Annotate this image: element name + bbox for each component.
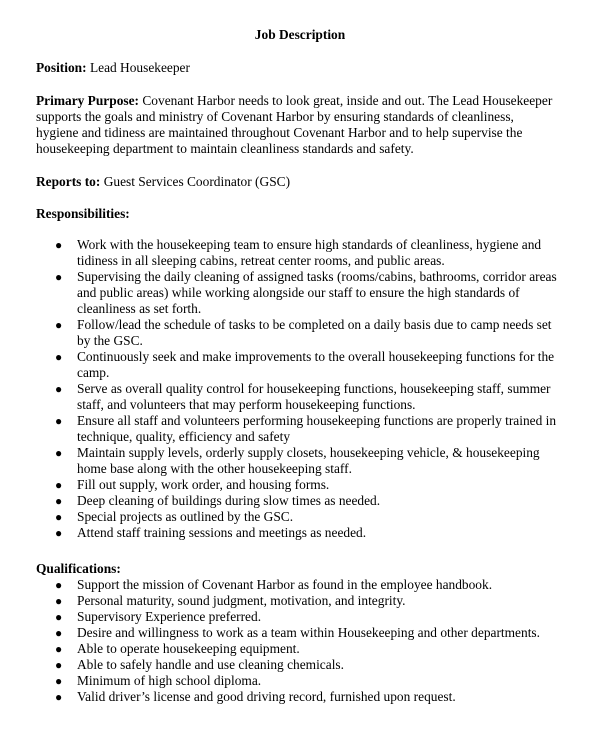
bullet-icon: ● <box>55 674 63 688</box>
responsibilities-list-container <box>36 237 566 541</box>
qualification-text: Able to safely handle and use cleaning chemicals. <box>77 657 344 672</box>
bullet-icon: ● <box>55 626 63 640</box>
bullet-icon: ● <box>55 382 63 396</box>
responsibility-item <box>36 381 566 413</box>
responsibility-text-line: Deep cleaning of buildings during slow times as needed. <box>77 493 381 508</box>
bullet-icon: ● <box>55 610 63 624</box>
primary-purpose-line-3: hygiene and tidiness are maintained throughout Covenant Harbor and to help supervise the <box>36 125 523 140</box>
responsibility-item <box>36 269 566 317</box>
qualification-item <box>36 657 566 673</box>
qualification-text: Minimum of high school diploma. <box>77 673 262 688</box>
responsibility-text-line: by the GSC. <box>77 333 143 348</box>
responsibility-text-line: and public areas) while working alongside our staff to ensure the high standards of <box>77 285 520 300</box>
qualification-item <box>36 673 566 689</box>
responsibility-text-line: Supervising the daily cleaning of assigned tasks (rooms/cabins, bathrooms, corridor areas <box>77 269 557 284</box>
responsibility-text-line: Ensure all staff and volunteers performing housekeeping functions are properly trained in <box>77 413 557 428</box>
bullet-icon: ● <box>55 446 63 460</box>
primary-purpose-line-2: supports the goals and ministry of Covenant Harbor by ensuring standards of cleanliness, <box>36 109 514 124</box>
bullet-icon: ● <box>55 414 63 428</box>
reports-to-label: Reports to: <box>36 174 101 189</box>
bullet-icon: ● <box>55 350 63 364</box>
bullet-icon: ● <box>55 642 63 656</box>
responsibility-text-line: camp. <box>77 365 110 380</box>
responsibility-item <box>36 493 566 509</box>
bullet-icon: ● <box>55 578 63 592</box>
responsibility-item <box>36 509 566 525</box>
primary-purpose-paragraph <box>36 93 566 157</box>
qualifications-list <box>36 577 566 705</box>
qualification-text: Desire and willingness to work as a team within Housekeeping and other departments. <box>77 625 540 640</box>
responsibility-text-line: cleanliness as set forth. <box>77 301 202 316</box>
responsibility-item <box>36 445 566 477</box>
responsibility-item <box>36 349 566 381</box>
responsibilities-heading: Responsibilities: <box>36 206 130 221</box>
responsibility-text-line: home base along with the other housekeeping staff. <box>77 461 352 476</box>
responsibility-text-line: Follow/lead the schedule of tasks to be completed on a daily basis due to camp needs set <box>77 317 552 332</box>
bullet-icon: ● <box>55 690 63 704</box>
position-line <box>36 60 566 76</box>
responsibility-item <box>36 413 566 445</box>
responsibility-text-line: Maintain supply levels, orderly supply closets, housekeeping vehicle, & housekeeping <box>77 445 540 460</box>
bullet-icon: ● <box>55 238 63 252</box>
bullet-icon: ● <box>55 478 63 492</box>
qualification-item <box>36 577 566 593</box>
qualification-text: Support the mission of Covenant Harbor as found in the employee handbook. <box>77 577 493 592</box>
responsibilities-list <box>36 237 566 541</box>
qualification-text: Personal maturity, sound judgment, motivation, and integrity. <box>77 593 406 608</box>
qualification-item <box>36 625 566 641</box>
reports-to-value: Guest Services Coordinator (GSC) <box>103 174 291 189</box>
position-label: Position: <box>36 60 87 75</box>
responsibility-text-line: tidiness in all sleeping cabins, retreat center rooms, and public areas. <box>77 253 445 268</box>
qualification-item <box>36 609 566 625</box>
bullet-icon: ● <box>55 510 63 524</box>
qualification-text: Valid driver’s license and good driving record, furnished upon request. <box>77 689 456 704</box>
bullet-icon: ● <box>55 318 63 332</box>
bullet-icon: ● <box>55 526 63 540</box>
responsibility-item <box>36 477 566 493</box>
reports-to-line <box>36 174 566 190</box>
bullet-icon: ● <box>55 658 63 672</box>
primary-purpose-line-1 <box>36 93 566 109</box>
qualifications-heading: Qualifications: <box>36 561 121 576</box>
responsibility-text-line: Attend staff training sessions and meetings as needed. <box>77 525 367 540</box>
responsibility-text-line: Work with the housekeeping team to ensure high standards of cleanliness, hygiene and <box>77 237 542 252</box>
qualification-text: Supervisory Experience preferred. <box>77 609 262 624</box>
primary-purpose-label: Primary Purpose: <box>36 93 140 108</box>
qualification-text: Able to operate housekeeping equipment. <box>77 641 300 656</box>
primary-purpose-line-4: housekeeping department to maintain cleanliness standards and safety. <box>36 141 414 156</box>
responsibility-text-line: Serve as overall quality control for housekeeping functions, housekeeping staff, summer <box>77 381 551 396</box>
responsibility-text-line: Special projects as outlined by the GSC. <box>77 509 294 524</box>
position-value: Lead Housekeeper <box>89 60 190 75</box>
bullet-icon: ● <box>55 594 63 608</box>
document-title: Job Description <box>254 27 346 42</box>
responsibility-text-line: technique, quality, efficiency and safety <box>77 429 291 444</box>
responsibility-item <box>36 525 566 541</box>
responsibility-text-line: Continuously seek and make improvements to the overall housekeeping functions for the <box>77 349 555 364</box>
primary-purpose-text: Covenant Harbor needs to look great, inside and out. The Lead Housekeeper <box>142 93 553 108</box>
bullet-icon: ● <box>55 494 63 508</box>
responsibility-text-line: Fill out supply, work order, and housing forms. <box>77 477 330 492</box>
qualification-item <box>36 641 566 657</box>
qualification-item <box>36 593 566 609</box>
responsibility-item <box>36 237 566 269</box>
qualification-item <box>36 689 566 705</box>
qualifications-list-container <box>36 577 566 705</box>
responsibility-text-line: staff, and volunteers that may perform housekeeping functions. <box>77 397 416 412</box>
bullet-icon: ● <box>55 270 63 284</box>
responsibility-item <box>36 317 566 349</box>
